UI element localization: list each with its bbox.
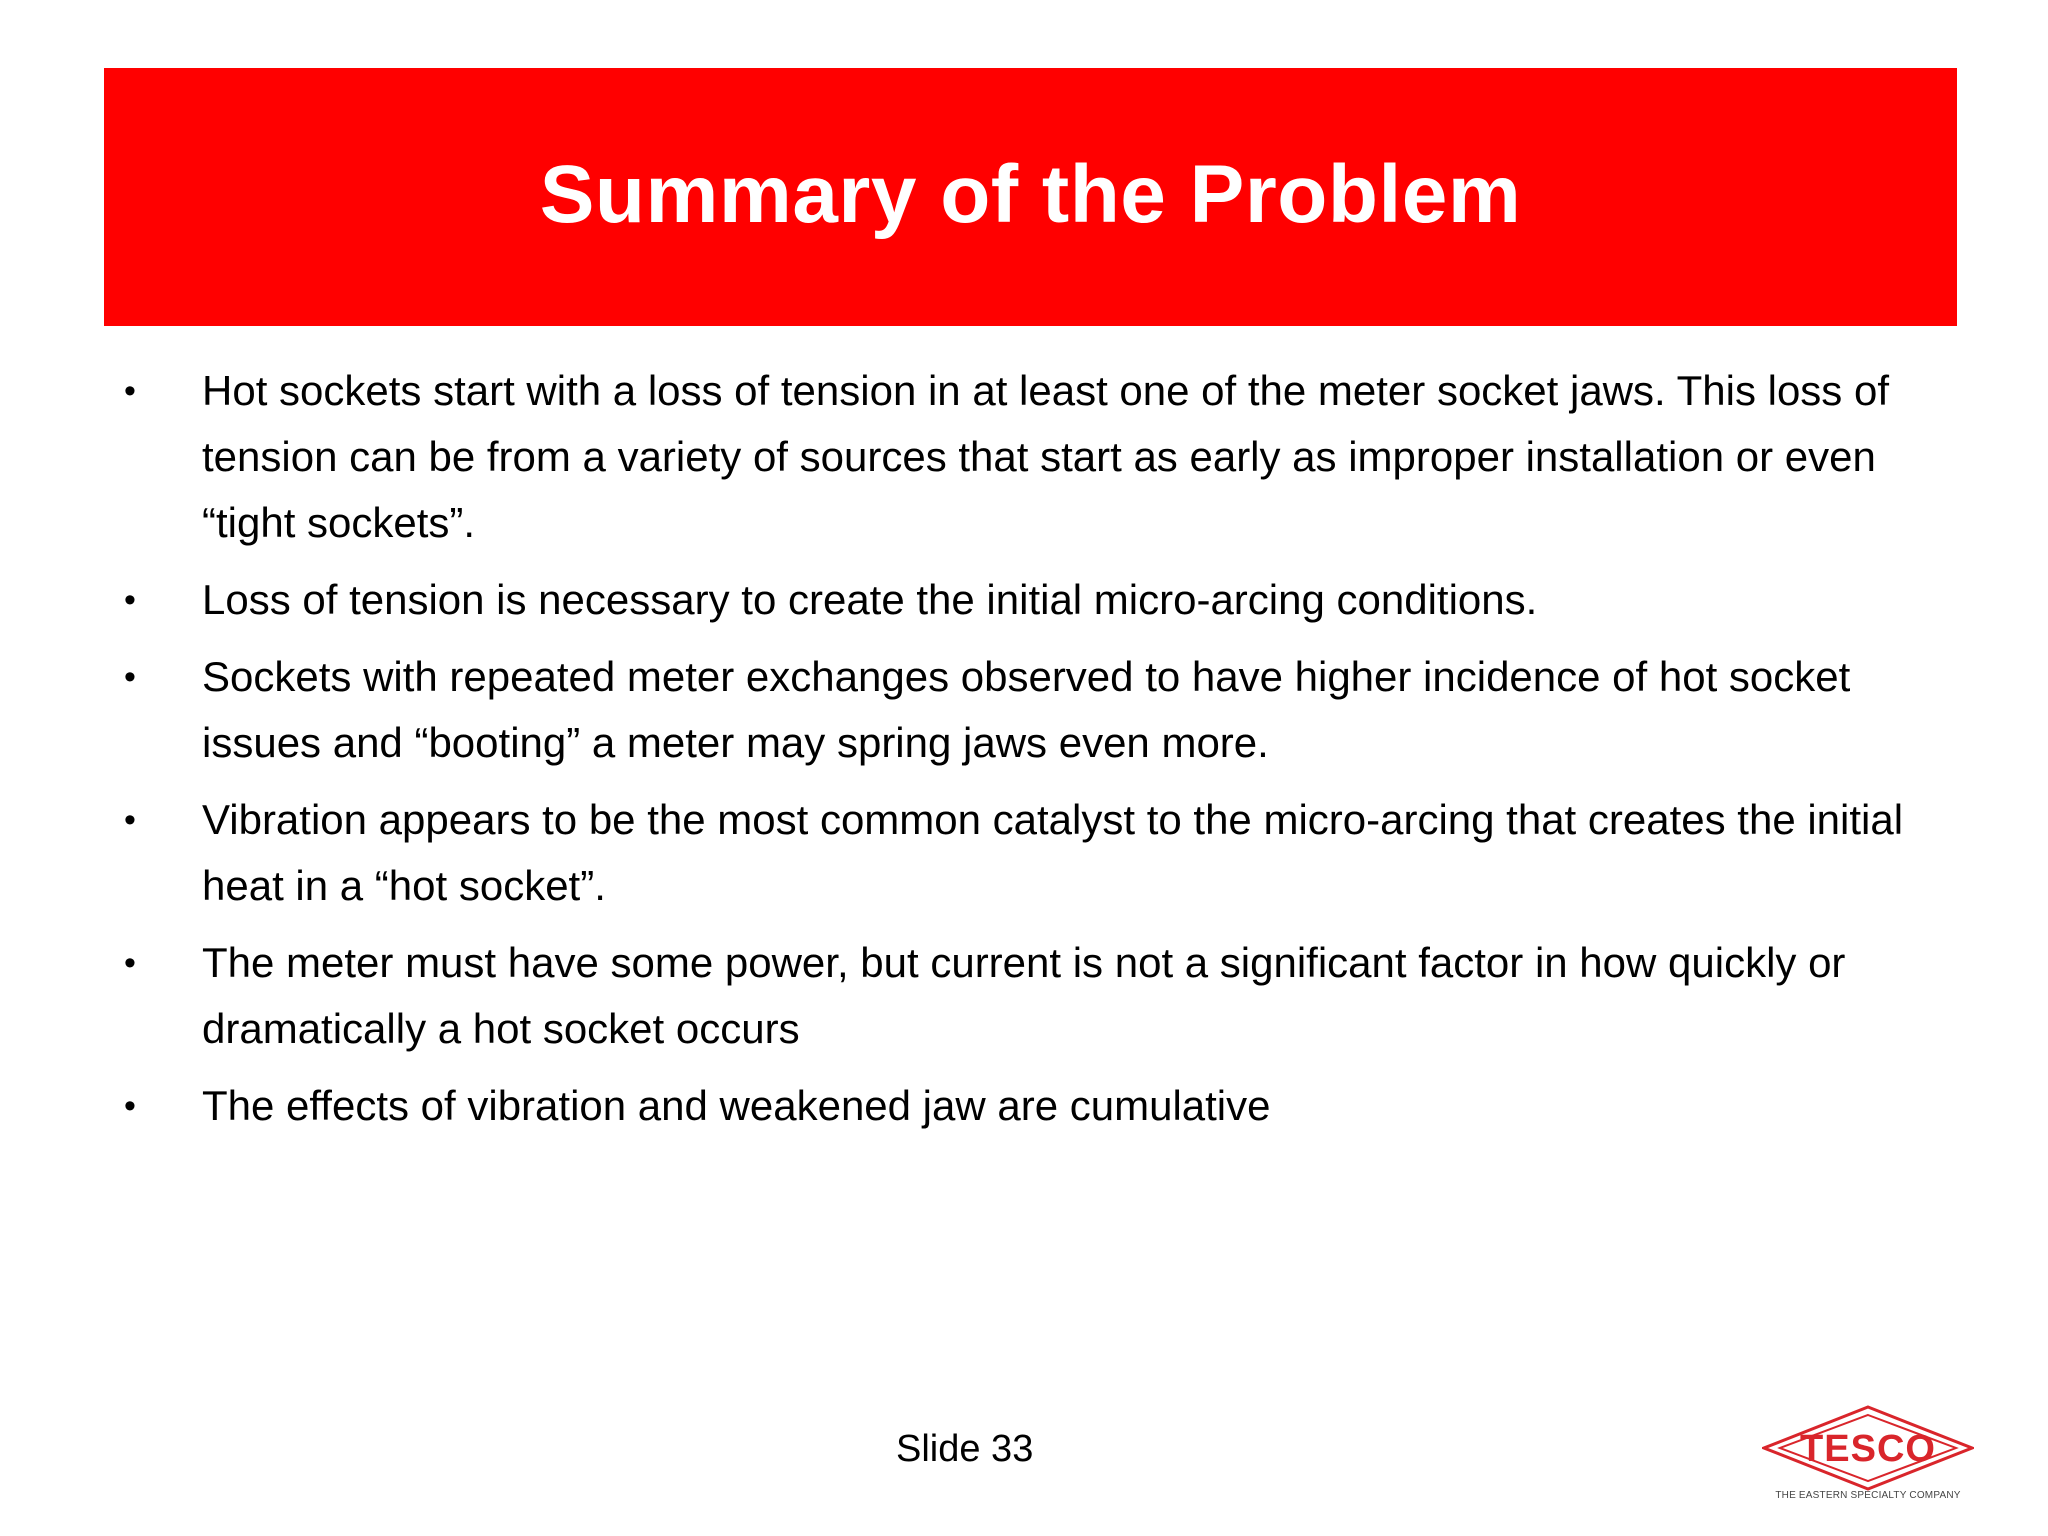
list-item — [120, 358, 1920, 556]
bullet-icon: • — [124, 372, 136, 410]
logo-letters: TESCO — [1800, 1428, 1936, 1470]
slide-number: Slide 33 — [896, 1428, 1034, 1470]
title-bar — [104, 68, 1957, 326]
bullet-list — [120, 358, 1920, 1150]
tesco-diamond-logo-icon — [1762, 1405, 1974, 1491]
bullet-icon: • — [124, 1087, 136, 1125]
bullet-text: Sockets with repeated meter exchanges observed to have higher incidence of hot socket issues and “booting” a meter may spring jaws even more. — [202, 653, 1851, 766]
bullet-icon: • — [124, 944, 136, 982]
logo-tagline: THE EASTERN SPECIALTY COMPANY — [1775, 1490, 1961, 1501]
list-item — [120, 644, 1920, 776]
bullet-text: Hot sockets start with a loss of tension in at least one of the meter socket jaws. This loss of tension can be from a variety of sources that start as early as improper installation or even “tight sockets”. — [202, 367, 1889, 546]
list-item — [120, 787, 1920, 919]
list-item — [120, 930, 1920, 1062]
bullet-text: Vibration appears to be the most common catalyst to the micro-arcing that creates the initial heat in a “hot socket”. — [202, 796, 1904, 909]
bullet-text: Loss of tension is necessary to create the initial micro-arcing conditions. — [202, 576, 1538, 623]
bullet-icon: • — [124, 658, 136, 696]
bullet-icon: • — [124, 581, 136, 619]
slide-title: Summary of the Problem — [539, 149, 1522, 240]
list-item — [120, 567, 1920, 633]
bullet-text: The effects of vibration and weakened jaw are cumulative — [202, 1082, 1271, 1129]
list-item — [120, 1073, 1920, 1139]
bullet-icon: • — [124, 801, 136, 839]
bullet-text: The meter must have some power, but current is not a significant factor in how quickly or dramatically a hot socket occurs — [202, 939, 1846, 1052]
